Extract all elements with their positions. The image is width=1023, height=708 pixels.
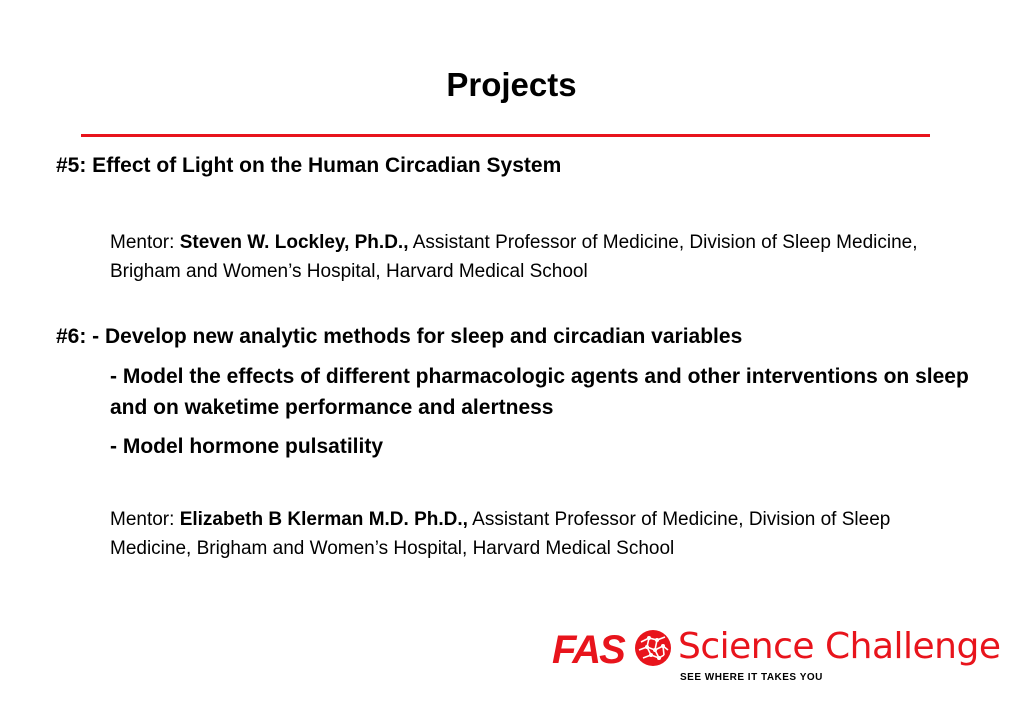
logo-fas-wordmark: FAS xyxy=(552,628,624,672)
mentor-name: Steven W. Lockley, Ph.D., xyxy=(179,232,409,253)
project-5-mentor xyxy=(110,228,980,286)
fas-science-challenge-logo xyxy=(548,624,1001,684)
page-title: Projects xyxy=(446,66,577,103)
mentor-prefix: Mentor: xyxy=(110,232,180,253)
logo-science-challenge: Science Challenge xyxy=(678,626,1001,667)
project-5-heading: #5: Effect of Light on the Human Circadian System xyxy=(56,154,562,177)
title-divider xyxy=(81,134,930,137)
project-6-mentor xyxy=(110,505,930,563)
logo-tagline: SEE WHERE IT TAKES YOU xyxy=(680,672,823,683)
mentor-affiliation: Assistant Professor of Medicine, Division of Sleep Medicine, Brigham and Women’s Hospital, Harvard Medical School xyxy=(110,509,891,559)
project-6-bullet-model-effects: - Model the effects of different pharmacologic agents and other interventions on sleep and on waketime performance and alertness xyxy=(110,365,969,419)
globe-network-icon xyxy=(633,628,673,668)
project-6-bullet-hormone: - Model hormone pulsatility xyxy=(110,435,384,458)
mentor-name: Elizabeth B Klerman M.D. Ph.D., xyxy=(179,509,468,530)
mentor-prefix: Mentor: xyxy=(110,509,180,530)
mentor-affiliation: Assistant Professor of Medicine, Division of Sleep Medicine, Brigham and Women’s Hospital, Harvard Medical School xyxy=(110,232,918,282)
project-6-heading: #6: - Develop new analytic methods for sleep and circadian variables xyxy=(56,325,743,348)
